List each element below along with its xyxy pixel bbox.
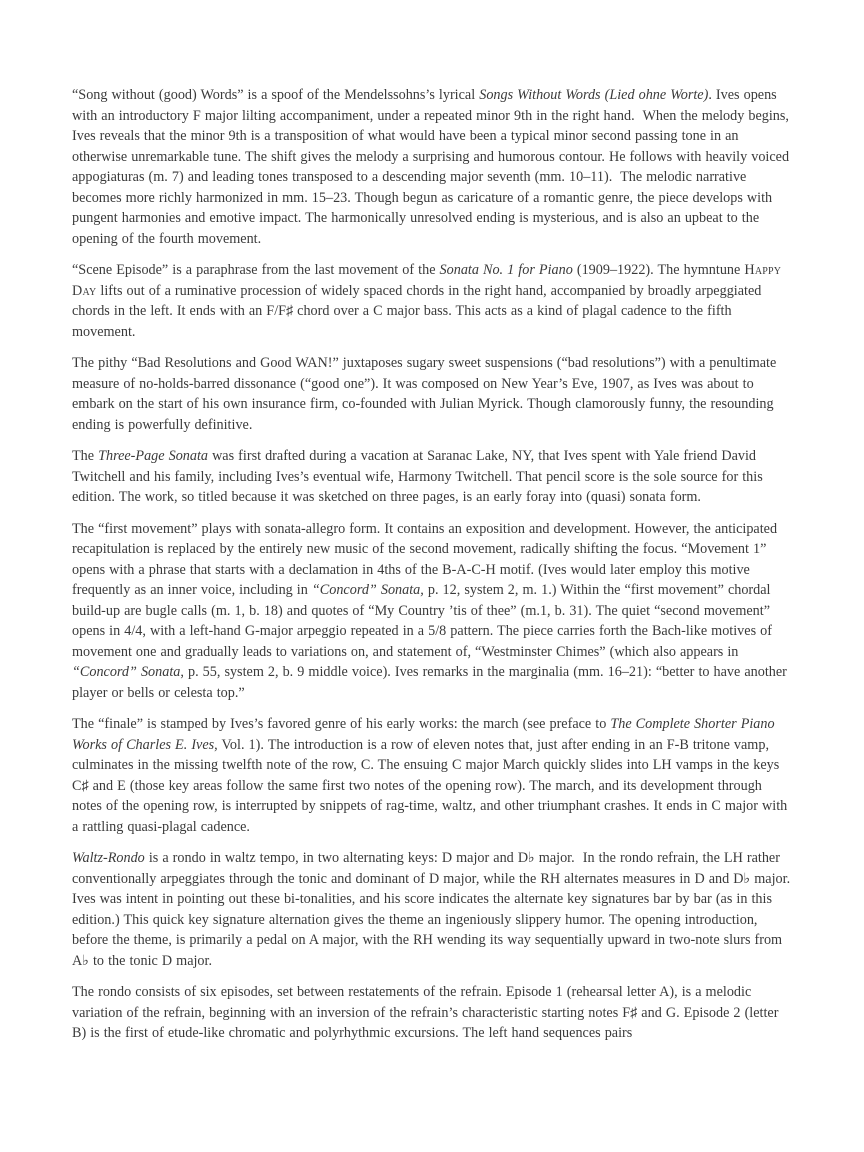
paragraph-finale-march xyxy=(72,714,792,837)
text-run: (1909–1922). The hymntune xyxy=(572,262,745,278)
text-run: , Vol. 1). The introduction is a row of eleven notes that, just after ending in an F-B tritone vamp, culminates in the missing twelfth note of the row, C. The ensuing C major March quickly slides into LH vamps in the keys C♯ and E (those key areas follow the same first two notes of the opening row). The march, and its development through notes of the opening row, is interrupted by snippets of rag-time, waltz, and other triumphant crashes. It ends in C major with a rattling quasi-plagal cadence. xyxy=(72,736,788,835)
text-run: lifts out of a ruminative procession of widely spaced chords in the right hand, accompanied by broadly arpeggiated chords in the left. It ends with an F/F♯ chord over a C major bass. This acts as a kind of plagal cadence to the fifth movement. xyxy=(72,282,762,340)
smallcaps-text-run: Happy Day xyxy=(72,262,782,299)
paragraph-waltz-rondo xyxy=(72,848,792,971)
text-run: . Ives opens with an introductory F major lilting accompaniment, under a repeated minor 9th in the right hand. When the melody begins, Ives reveals that the minor 9th is a transposition of what would have been a typical minor second passing tone in an otherwise unremarkable tune. The shift gives the melody a surprising and humorous contour. He follows with heavily voiced appogiaturas (m. 7) and leading tones transposed to a descending major seventh (mm. 10–11). The melodic narrative becomes more richly harmonized in mm. 15–23. Though begun as caricature of a romantic genre, the piece develops with pungent harmonies and emotive impact. The harmonically unresolved ending is mysterious, and is also an upbeat to the opening of the fourth movement. xyxy=(72,87,790,247)
paragraph-scene-episode xyxy=(72,260,792,342)
paragraph-rondo-episodes xyxy=(72,982,792,1044)
italic-text-run: Three-Page Sonata xyxy=(98,448,209,464)
text-run: The xyxy=(72,448,99,464)
italic-text-run: “Concord” Sonata, xyxy=(311,582,424,598)
paragraph-song-without-good-words xyxy=(72,85,792,249)
text-run: The “finale” is stamped by Ives’s favored genre of his early works: the march (see preface to xyxy=(72,716,611,732)
text-run: was first drafted during a vacation at Saranac Lake, NY, that Ives spent with Yale friend David Twitchell and his family, including Ives’s eventual wife, Harmony Twitchell. That pencil score is the sole source for this edition. The work, so titled because it was sketched on three pages, is an early foray into (quasi) sonata form. xyxy=(72,448,763,505)
text-run: p. 12, system 2, m. 1.) Within the “first movement” chordal build-up are bugle calls (m. 1, b. 18) and quotes of “My Country ’tis of thee” (m.1, b. 31). The quiet “second movement” opens in 4/4, with a left-hand G-major arpeggio repeated in a 5/8 pattern. The piece carries forth the Bach-like motives of movement one and gradually leads to variations on, and statement of, “Westminster Chimes” (which also appears in xyxy=(72,582,772,660)
italic-text-run: Sonata No. 1 for Piano xyxy=(439,262,573,278)
text-run: “Scene Episode” is a paraphrase from the last movement of the xyxy=(72,262,440,278)
italic-text-run: The Complete Shorter Piano Works of Charles E. Ives xyxy=(72,716,775,753)
text-run: is a rondo in waltz tempo, in two alternating keys: D major and D♭ major. In the rondo refrain, the LH rather conventionally arpeggiates through the tonic and dominant of D major, while the RH alternates measures in D and D♭ major. Ives was intent in pointing out these bi-tonalities, and his score indicates the alternate key signatures bar by bar (as in this edition.) This quick key signature alternation gives the theme an ingeniously slippery humor. The opening introduction, before the theme, is primarily a pedal on A major, with the RH wending its way sequentially upward in two-note slurs from A♭ to the tonic D major. xyxy=(72,850,791,969)
text-run: The rondo consists of six episodes, set between restatements of the refrain. Episode 1 (rehearsal letter A), is a melodic variation of the refrain, beginning with an inversion of the refrain’s characteristic starting notes F♯ and G. Episode 2 (letter B) is the first of etude-like chromatic and polyrhythmic excursions. The left hand sequences pairs xyxy=(72,984,779,1041)
text-run: The pithy “Bad Resolutions and Good WAN!” juxtaposes sugary sweet suspensions (“bad resolutions”) with a penultimate measure of no-holds-barred dissonance (“good one”). It was composed on New Year’s Eve, 1907, as Ives was about to embark on the start of his own insurance firm, co-founded with Julian Myrick. Though clamorously funny, the resounding ending is powerfully definitive. xyxy=(72,355,777,433)
italic-text-run: Songs Without Words (Lied ohne Worte) xyxy=(479,87,709,103)
paragraph-three-page-sonata xyxy=(72,446,792,508)
paragraph-bad-resolutions-good-wan xyxy=(72,353,792,435)
text-run: “Song without (good) Words” is a spoof of the Mendelssohns’s lyrical xyxy=(72,87,480,103)
text-run: The “first movement” plays with sonata-allegro form. It contains an exposition and development. However, the anticipated recapitulation is replaced by the entirely new music of the second movement, radically shifting the focus. “Movement 1” opens with a phrase that starts with a declamation in 4ths of the B-A-C-H motif. (Ives would later employ this motive frequently as an inner voice, including in xyxy=(72,520,778,598)
paragraph-first-and-second-movement xyxy=(72,519,792,704)
italic-text-run: Waltz-Rondo xyxy=(72,850,145,866)
italic-text-run: “Concord” Sonata xyxy=(72,664,181,680)
text-run: , p. 55, system 2, b. 9 middle voice). Ives remarks in the marginalia (mm. 16–21): “better to have another player or bells or celesta top.” xyxy=(72,664,787,701)
